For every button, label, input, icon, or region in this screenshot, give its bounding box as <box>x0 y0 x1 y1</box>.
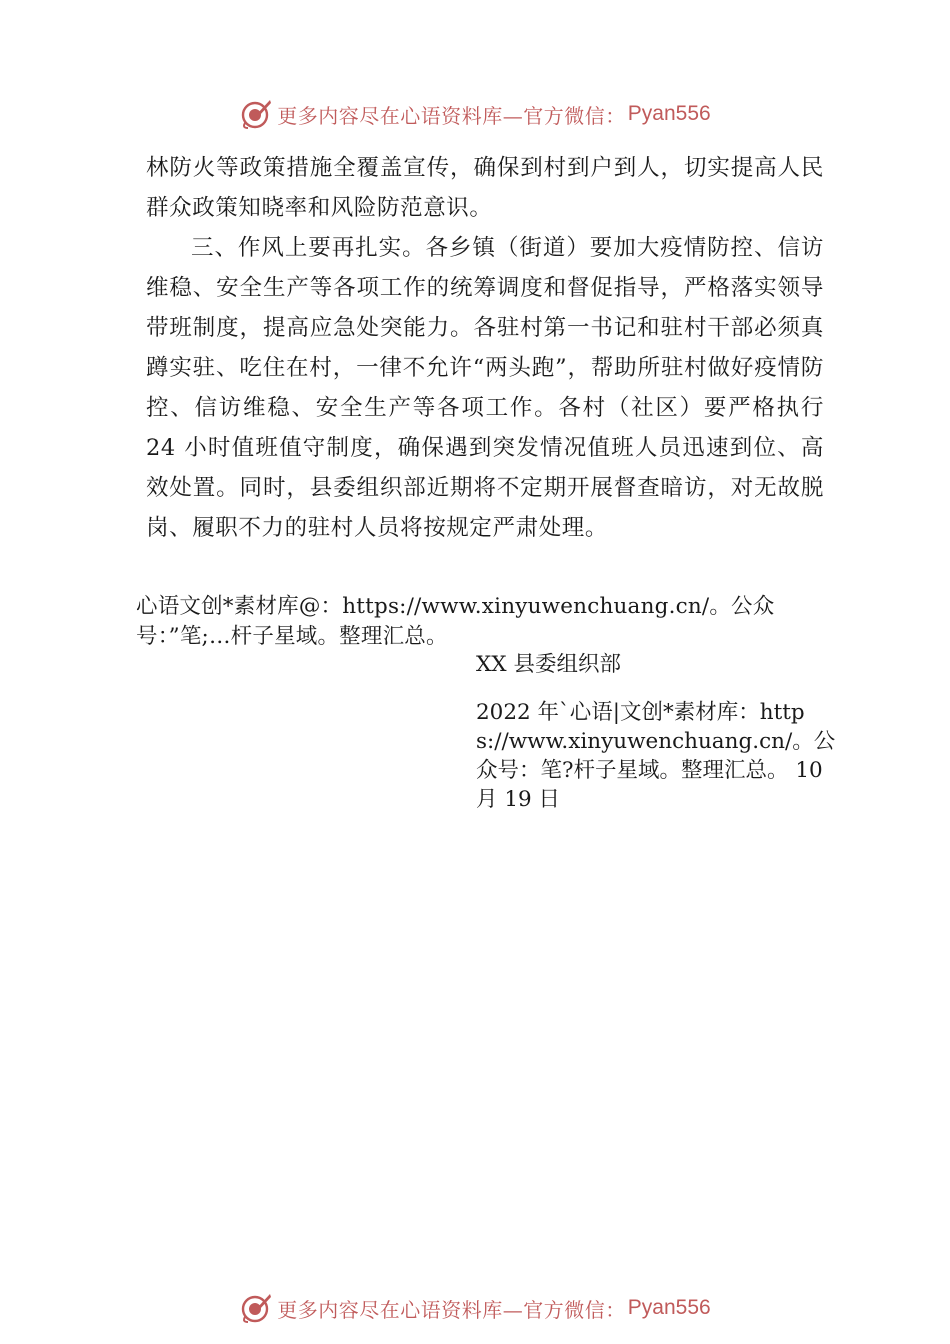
footer-watermark <box>0 1288 950 1328</box>
quill-seal-icon <box>239 97 273 131</box>
watermark-text: 更多内容尽在心语资料库—官方微信： <box>277 1297 626 1322</box>
watermark-id: Pyan556 <box>627 102 711 125</box>
source-note: 心语文创*素材库@：https://www.xinyuwenchuang.cn/。公众号：”笔;…杆子星域。整理汇总。 <box>136 594 775 649</box>
signature-org: XX 县委组织部 <box>476 652 621 677</box>
signature-date: 2022 年`心语|文创*素材库：https://www.xinyuwenchuang.cn/。公众号：笔?杆子星域。整理汇总。 10 月 19 日 <box>476 700 836 812</box>
watermark-id: Pyan556 <box>627 1296 711 1319</box>
watermark-text: 更多内容尽在心语资料库—官方微信： <box>277 103 626 128</box>
header-watermark <box>0 94 950 134</box>
paragraph-work-style: 三、作风上要再扎实。各乡镇（街道）要加大疫情防控、信访维稳、安全生产等各项工作的统筹调度和督促指导，严格落实领导带班制度，提高应急处突能力。各驻村第一书记和驻村干部必须真蹲实驻、吃住在村，一律不允许“两头跑”，帮助所驻村做好疫情防控、信访维稳、安全生产等各项工作。各村（社区）要严格执行 24 小时值班值守制度，确保遇到突发情况值班人员迅速到位、高效处置。同时，县委组织部近期将不定期开展督查暗访，对无故脱岗、履职不力的驻村人员将按规定严肃处理。 <box>146 235 824 541</box>
paragraph-continuation: 林防火等政策措施全覆盖宣传，确保到村到户到人，切实提高人民群众政策知晓率和风险防范意识。 <box>146 155 824 221</box>
signature-block <box>476 648 836 814</box>
quill-seal-icon <box>239 1291 273 1325</box>
document-body <box>146 148 824 548</box>
